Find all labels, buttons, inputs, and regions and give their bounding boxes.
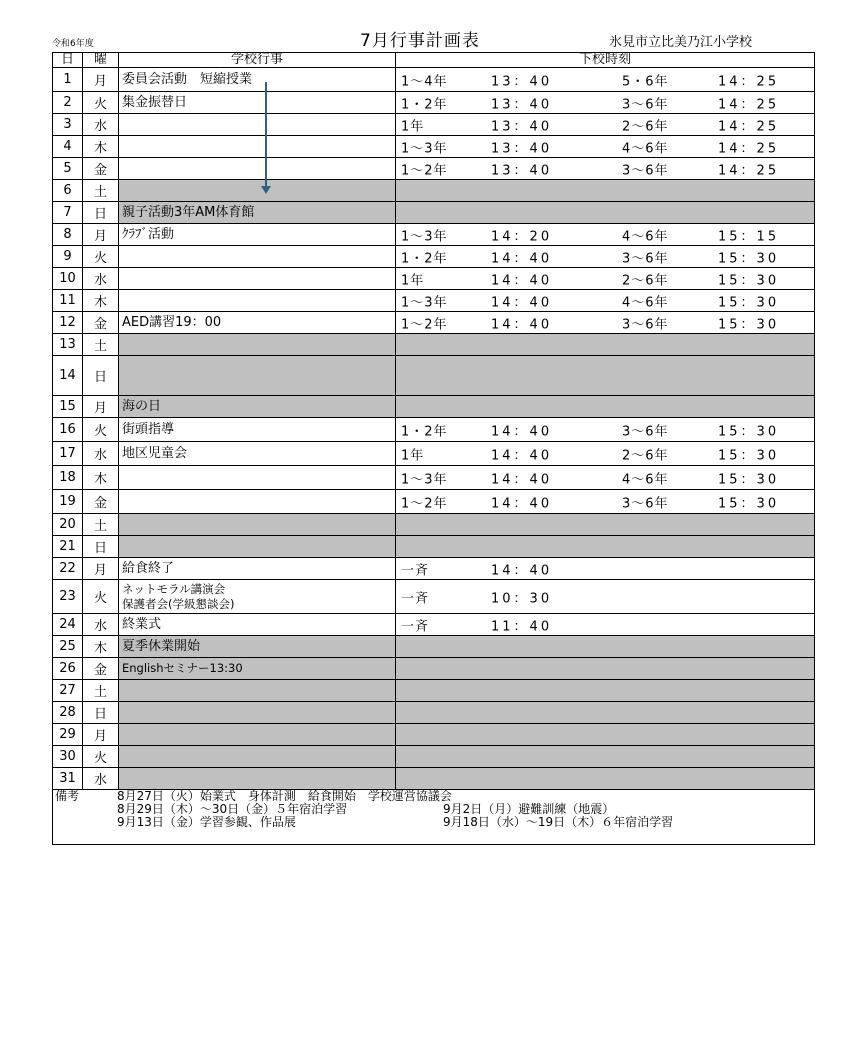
header-row	[53, 53, 815, 68]
dismissal-cell	[396, 490, 815, 514]
event-cell	[119, 746, 396, 768]
day-cell: 4	[53, 136, 83, 158]
event-cell	[119, 136, 396, 158]
day-cell: 12	[53, 312, 83, 334]
table-row	[53, 442, 815, 466]
event-cell	[119, 356, 396, 396]
grade-group-text: 1～4年	[401, 74, 448, 89]
weekday-cell: 金	[83, 658, 119, 680]
event-cell	[119, 536, 396, 558]
dismissal-cell	[396, 514, 815, 536]
dismissal-cell	[396, 746, 815, 768]
weekday-cell: 金	[83, 490, 119, 514]
weekday-cell: 月	[83, 558, 119, 580]
weekday-cell: 土	[83, 334, 119, 356]
event-cell	[119, 558, 396, 580]
table-row	[53, 68, 815, 92]
table-row	[53, 290, 815, 312]
dismissal-time-text: 14：25	[718, 119, 780, 134]
dismissal-time-text: 15：30	[718, 295, 780, 310]
event-text: 海の日	[122, 399, 162, 414]
weekday-cell: 土	[83, 680, 119, 702]
event-cell	[119, 580, 396, 614]
weekday-cell: 日	[83, 202, 119, 224]
dismissal-time-text: 15：30	[718, 424, 780, 439]
day-cell: 23	[53, 580, 83, 614]
grade-group-text: 1年	[401, 448, 425, 463]
day-cell: 20	[53, 514, 83, 536]
grade-group-text: 3～6年	[622, 496, 669, 511]
event-text: 街頭指導	[122, 422, 175, 437]
dismissal-time-text: 15：30	[718, 448, 780, 463]
event-text: 夏季休業開始	[122, 639, 201, 654]
dismissal-time-text: 14：40	[491, 424, 553, 439]
event-text: 委員会活動 短縮授業	[122, 72, 253, 87]
page-title: 7月行事計画表	[360, 31, 480, 51]
weekday-cell: 金	[83, 158, 119, 180]
weekday-cell: 土	[83, 180, 119, 202]
dismissal-cell	[396, 334, 815, 356]
event-cell	[119, 68, 396, 92]
grade-group-text: 3～6年	[622, 251, 669, 266]
dismissal-time-text: 13：40	[491, 141, 553, 156]
day-cell: 27	[53, 680, 83, 702]
dismissal-cell	[396, 290, 815, 312]
grade-group-text: 3～6年	[622, 424, 669, 439]
col-header-weekday: 曜	[83, 53, 119, 68]
event-cell	[119, 312, 396, 334]
table-row	[53, 558, 815, 580]
event-cell	[119, 680, 396, 702]
grade-group-text: 2～6年	[622, 119, 669, 134]
event-text: ｸﾗﾌﾞ活動	[122, 227, 175, 242]
day-cell: 26	[53, 658, 83, 680]
dismissal-time-text: 14：20	[491, 229, 553, 244]
day-cell: 28	[53, 702, 83, 724]
weekday-cell: 火	[83, 418, 119, 442]
dismissal-cell	[396, 580, 815, 614]
dismissal-time-text: 14：25	[718, 141, 780, 156]
grade-group-text: 4～6年	[622, 295, 669, 310]
table-row	[53, 158, 815, 180]
grade-group-text: 1～3年	[401, 295, 448, 310]
event-cell	[119, 158, 396, 180]
dismissal-cell	[396, 396, 815, 418]
weekday-cell: 日	[83, 702, 119, 724]
dismissal-cell	[396, 92, 815, 114]
dismissal-time-text: 10：30	[491, 591, 553, 606]
day-cell: 6	[53, 180, 83, 202]
dismissal-cell	[396, 136, 815, 158]
dismissal-time-text: 15：30	[718, 273, 780, 288]
day-cell: 25	[53, 636, 83, 658]
dismissal-cell	[396, 246, 815, 268]
table-row	[53, 746, 815, 768]
table-row	[53, 334, 815, 356]
day-cell: 3	[53, 114, 83, 136]
day-cell: 1	[53, 68, 83, 92]
event-cell	[119, 418, 396, 442]
event-cell	[119, 724, 396, 746]
table-row	[53, 312, 815, 334]
table-row	[53, 356, 815, 396]
day-cell: 7	[53, 202, 83, 224]
event-cell	[119, 290, 396, 312]
table-row	[53, 702, 815, 724]
table-row	[53, 246, 815, 268]
grade-group-text: 1～3年	[401, 472, 448, 487]
col-header-event: 学校行事	[119, 53, 396, 68]
grade-group-text: 2～6年	[622, 448, 669, 463]
weekday-cell: 火	[83, 580, 119, 614]
day-cell: 8	[53, 224, 83, 246]
dismissal-cell	[396, 702, 815, 724]
grade-group-text: 4～6年	[622, 141, 669, 156]
event-cell	[119, 268, 396, 290]
table-row	[53, 636, 815, 658]
day-cell: 18	[53, 466, 83, 490]
table-row	[53, 202, 815, 224]
note-line: 9月18日（水）～19日（木）６年宿泊学習	[443, 815, 674, 829]
dismissal-cell	[396, 536, 815, 558]
day-cell: 16	[53, 418, 83, 442]
arrow-down-icon	[261, 186, 271, 194]
weekday-cell: 日	[83, 536, 119, 558]
dismissal-time-text: 13：40	[491, 97, 553, 112]
day-cell: 30	[53, 746, 83, 768]
day-cell: 19	[53, 490, 83, 514]
day-cell: 9	[53, 246, 83, 268]
school-name: 氷見市立比美乃江小学校	[609, 35, 753, 50]
day-cell: 13	[53, 334, 83, 356]
grade-group-text: 1～2年	[401, 163, 448, 178]
weekday-cell: 水	[83, 614, 119, 636]
table-row	[53, 466, 815, 490]
grade-group-text: 3～6年	[622, 163, 669, 178]
event-cell	[119, 396, 396, 418]
day-cell: 5	[53, 158, 83, 180]
event-text: 終業式	[122, 617, 162, 632]
dismissal-time-text: 15：30	[718, 251, 780, 266]
grade-group-text: 2～6年	[622, 273, 669, 288]
dismissal-time-text: 14：40	[491, 251, 553, 266]
dismissal-time-text: 13：40	[491, 163, 553, 178]
weekday-cell: 金	[83, 312, 119, 334]
table-row	[53, 768, 815, 790]
note-line: 8月29日（木）～30日（金）５年宿泊学習	[117, 802, 348, 816]
dismissal-cell	[396, 356, 815, 396]
grade-group-text: 一斉	[401, 619, 430, 634]
notes-label: 備考	[55, 789, 80, 803]
dismissal-time-text: 11：40	[491, 619, 553, 634]
dismissal-cell	[396, 658, 815, 680]
event-cell	[119, 202, 396, 224]
event-cell	[119, 92, 396, 114]
event-text: Englishセミナー13:30	[122, 661, 243, 675]
dismissal-time-text: 14：40	[491, 295, 553, 310]
grade-group-text: 1年	[401, 273, 425, 288]
weekday-cell: 木	[83, 466, 119, 490]
event-text: 保護者会(学級懇談会)	[122, 596, 235, 611]
table-row	[53, 580, 815, 614]
event-cell	[119, 180, 396, 202]
table-row	[53, 136, 815, 158]
dismissal-cell	[396, 312, 815, 334]
dismissal-time-text: 14：25	[718, 74, 780, 89]
note-line: 9月2日（月）避難訓練（地震）	[443, 802, 615, 816]
dismissal-cell	[396, 418, 815, 442]
weekday-cell: 火	[83, 246, 119, 268]
note-line: 8月27日（火）始業式 身体計測 給食開始 学校運営協議会	[117, 789, 452, 803]
event-cell	[119, 224, 396, 246]
day-cell: 31	[53, 768, 83, 790]
table-row	[53, 614, 815, 636]
continuation-arrow-line	[265, 82, 267, 187]
dismissal-cell	[396, 68, 815, 92]
weekday-cell: 木	[83, 636, 119, 658]
grade-group-text: 1・2年	[401, 251, 448, 266]
table-row	[53, 490, 815, 514]
weekday-cell: 火	[83, 92, 119, 114]
notes-row	[53, 790, 815, 845]
weekday-cell: 火	[83, 746, 119, 768]
day-cell: 21	[53, 536, 83, 558]
table-row	[53, 114, 815, 136]
event-cell	[119, 442, 396, 466]
dismissal-cell	[396, 224, 815, 246]
dismissal-time-text: 13：40	[491, 74, 553, 89]
dismissal-cell	[396, 680, 815, 702]
dismissal-time-text: 15：30	[718, 496, 780, 511]
weekday-cell: 水	[83, 768, 119, 790]
weekday-cell: 土	[83, 514, 119, 536]
dismissal-cell	[396, 724, 815, 746]
day-cell: 15	[53, 396, 83, 418]
event-cell	[119, 246, 396, 268]
dismissal-time-text: 14：25	[718, 163, 780, 178]
weekday-cell: 日	[83, 356, 119, 396]
table-row	[53, 92, 815, 114]
grade-group-text: 3～6年	[622, 317, 669, 332]
table-row	[53, 536, 815, 558]
grade-group-text: 1～3年	[401, 229, 448, 244]
grade-group-text: 1～2年	[401, 496, 448, 511]
table-row	[53, 268, 815, 290]
event-text: 集金振替日	[122, 95, 188, 110]
event-cell	[119, 614, 396, 636]
dismissal-cell	[396, 202, 815, 224]
dismissal-time-text: 14：40	[491, 273, 553, 288]
dismissal-cell	[396, 466, 815, 490]
col-header-day: 日	[53, 53, 83, 68]
event-cell	[119, 702, 396, 724]
weekday-cell: 水	[83, 442, 119, 466]
grade-group-text: 一斉	[401, 563, 430, 578]
weekday-cell: 木	[83, 136, 119, 158]
event-text: 親子活動3年AM体育館	[122, 205, 255, 220]
event-cell	[119, 636, 396, 658]
dismissal-time-text: 13：40	[491, 119, 553, 134]
dismissal-cell	[396, 180, 815, 202]
table-row	[53, 658, 815, 680]
event-cell	[119, 768, 396, 790]
weekday-cell: 木	[83, 290, 119, 312]
weekday-cell: 月	[83, 224, 119, 246]
dismissal-cell	[396, 768, 815, 790]
dismissal-cell	[396, 558, 815, 580]
grade-group-text: 4～6年	[622, 229, 669, 244]
day-cell: 24	[53, 614, 83, 636]
event-cell	[119, 490, 396, 514]
grade-group-text: 1年	[401, 119, 425, 134]
table-row	[53, 224, 815, 246]
note-line: 9月13日（金）学習参観、作品展	[117, 815, 296, 829]
grade-group-text: 1～3年	[401, 141, 448, 156]
fiscal-year-label: 令和6年度	[52, 39, 94, 49]
table-row	[53, 418, 815, 442]
dismissal-time-text: 15：30	[718, 472, 780, 487]
event-cell	[119, 466, 396, 490]
grade-group-text: 5・6年	[622, 74, 669, 89]
dismissal-time-text: 14：25	[718, 97, 780, 112]
dismissal-time-text: 15：15	[718, 229, 780, 244]
day-cell: 17	[53, 442, 83, 466]
dismissal-time-text: 14：40	[491, 317, 553, 332]
table-row	[53, 514, 815, 536]
dismissal-time-text: 14：40	[491, 448, 553, 463]
day-cell: 10	[53, 268, 83, 290]
dismissal-cell	[396, 442, 815, 466]
grade-group-text: 1・2年	[401, 97, 448, 112]
day-cell: 11	[53, 290, 83, 312]
event-text: 地区児童会	[122, 446, 188, 461]
event-cell	[119, 114, 396, 136]
event-cell	[119, 334, 396, 356]
schedule-table	[52, 52, 815, 845]
table-row	[53, 396, 815, 418]
dismissal-cell	[396, 268, 815, 290]
grade-group-text: 1～2年	[401, 317, 448, 332]
notes-cell	[53, 790, 815, 845]
event-text: AED講習19：00	[122, 315, 222, 330]
dismissal-cell	[396, 158, 815, 180]
dismissal-cell	[396, 636, 815, 658]
weekday-cell: 月	[83, 396, 119, 418]
weekday-cell: 月	[83, 68, 119, 92]
grade-group-text: 4～6年	[622, 472, 669, 487]
weekday-cell: 水	[83, 268, 119, 290]
dismissal-time-text: 14：40	[491, 563, 553, 578]
grade-group-text: 1・2年	[401, 424, 448, 439]
day-cell: 14	[53, 356, 83, 396]
grade-group-text: 3～6年	[622, 97, 669, 112]
dismissal-time-text: 14：40	[491, 472, 553, 487]
day-cell: 2	[53, 92, 83, 114]
day-cell: 29	[53, 724, 83, 746]
schedule-body	[53, 68, 815, 790]
event-text: 給食終了	[122, 561, 175, 576]
dismissal-cell	[396, 114, 815, 136]
event-cell	[119, 658, 396, 680]
dismissal-cell	[396, 614, 815, 636]
weekday-cell: 水	[83, 114, 119, 136]
col-header-dismissal: 下校時刻	[396, 53, 815, 68]
event-text: ネットモラル講演会	[122, 581, 226, 596]
table-row	[53, 180, 815, 202]
dismissal-time-text: 15：30	[718, 317, 780, 332]
event-cell	[119, 514, 396, 536]
grade-group-text: 一斉	[401, 591, 430, 606]
table-row	[53, 680, 815, 702]
table-row	[53, 724, 815, 746]
day-cell: 22	[53, 558, 83, 580]
weekday-cell: 月	[83, 724, 119, 746]
dismissal-time-text: 14：40	[491, 496, 553, 511]
